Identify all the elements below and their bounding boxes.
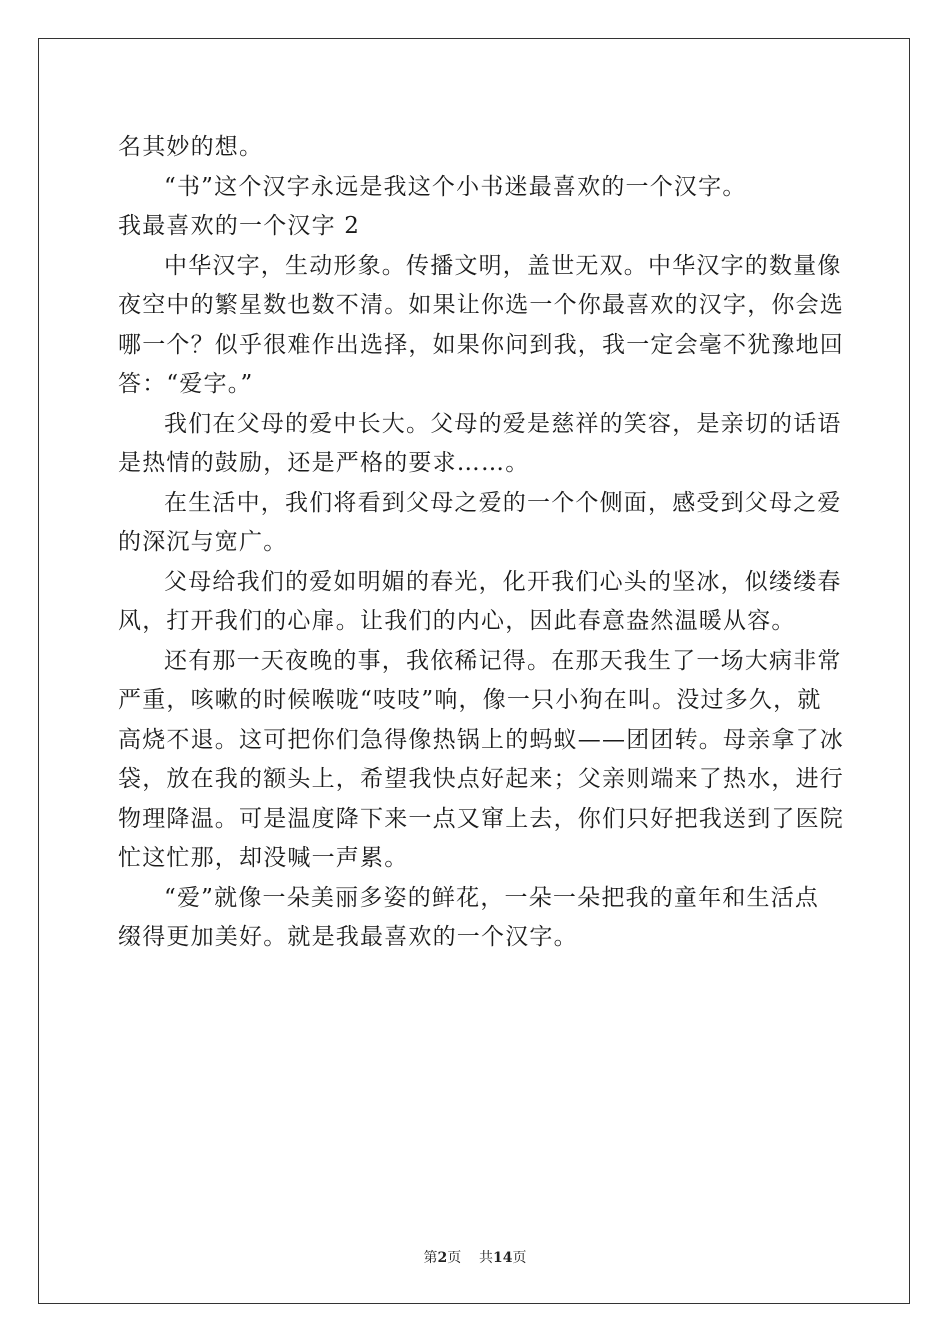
- text-line: 的深沉与宽广。: [118, 529, 288, 555]
- text-line: “书”这个汉字永远是我这个小书迷最喜欢的一个汉字。: [164, 173, 747, 200]
- section-heading: 我最喜欢的一个汉字 2: [118, 213, 361, 239]
- text-line: 名其妙的想。: [118, 134, 264, 160]
- document-body: [118, 128, 844, 958]
- text-line: 高烧不退。这可把你们急得像热锅上的蚂蚁——团团转。母亲拿了冰: [118, 726, 844, 753]
- page-footer: [0, 1247, 950, 1267]
- text-line: 夜空中的繁星数也数不清。如果让你选一个你最喜欢的汉字，你会选: [118, 292, 844, 318]
- text-line: 袋，放在我的额头上，希望我快点好起来；父亲则端来了热水，进行: [118, 766, 844, 792]
- text-line: 中华汉字，生动形象。传播文明，盖世无双。中华汉字的数量像: [164, 252, 842, 279]
- text-line: 答：“爱字。”: [118, 371, 254, 397]
- text-line: 是热情的鼓励，还是严格的要求……。: [118, 450, 530, 476]
- page-label-prefix: 第: [423, 1250, 438, 1266]
- text-line: 严重，咳嗽的时候喉咙“吱吱”响，像一只小狗在叫。没过多久，就: [118, 687, 822, 713]
- text-line: 哪一个？似乎很难作出选择，如果你问到我，我一定会毫不犹豫地回: [118, 331, 844, 358]
- text-line: 忙这忙那，却没喊一声累。: [118, 845, 409, 871]
- text-line: “爱”就像一朵美丽多姿的鲜花，一朵一朵把我的童年和生活点: [164, 884, 820, 911]
- page-number: 2: [437, 1250, 448, 1266]
- text-line: 我们在父母的爱中长大。父母的爱是慈祥的笑容，是亲切的话语: [164, 410, 842, 437]
- total-label-prefix: 共: [479, 1250, 494, 1266]
- text-line: 物理降温。可是温度降下来一点又窜上去，你们只好把我送到了医院: [118, 805, 844, 832]
- text-line: 缀得更加美好。就是我最喜欢的一个汉字。: [118, 924, 578, 950]
- text-line: 风，打开我们的心扉。让我们的内心，因此春意盎然温暖从容。: [118, 608, 796, 634]
- text-line: 在生活中，我们将看到父母之爱的一个个侧面，感受到父母之爱: [164, 489, 842, 516]
- page-label-suffix: 页: [447, 1250, 462, 1266]
- text-line: 还有那一天夜晚的事，我依稀记得。在那天我生了一场大病非常: [164, 647, 842, 674]
- text-line: 父母给我们的爱如明媚的春光，化开我们心头的坚冰，似缕缕春: [164, 568, 842, 595]
- total-pages: 14: [493, 1250, 513, 1266]
- total-label-suffix: 页: [512, 1250, 527, 1266]
